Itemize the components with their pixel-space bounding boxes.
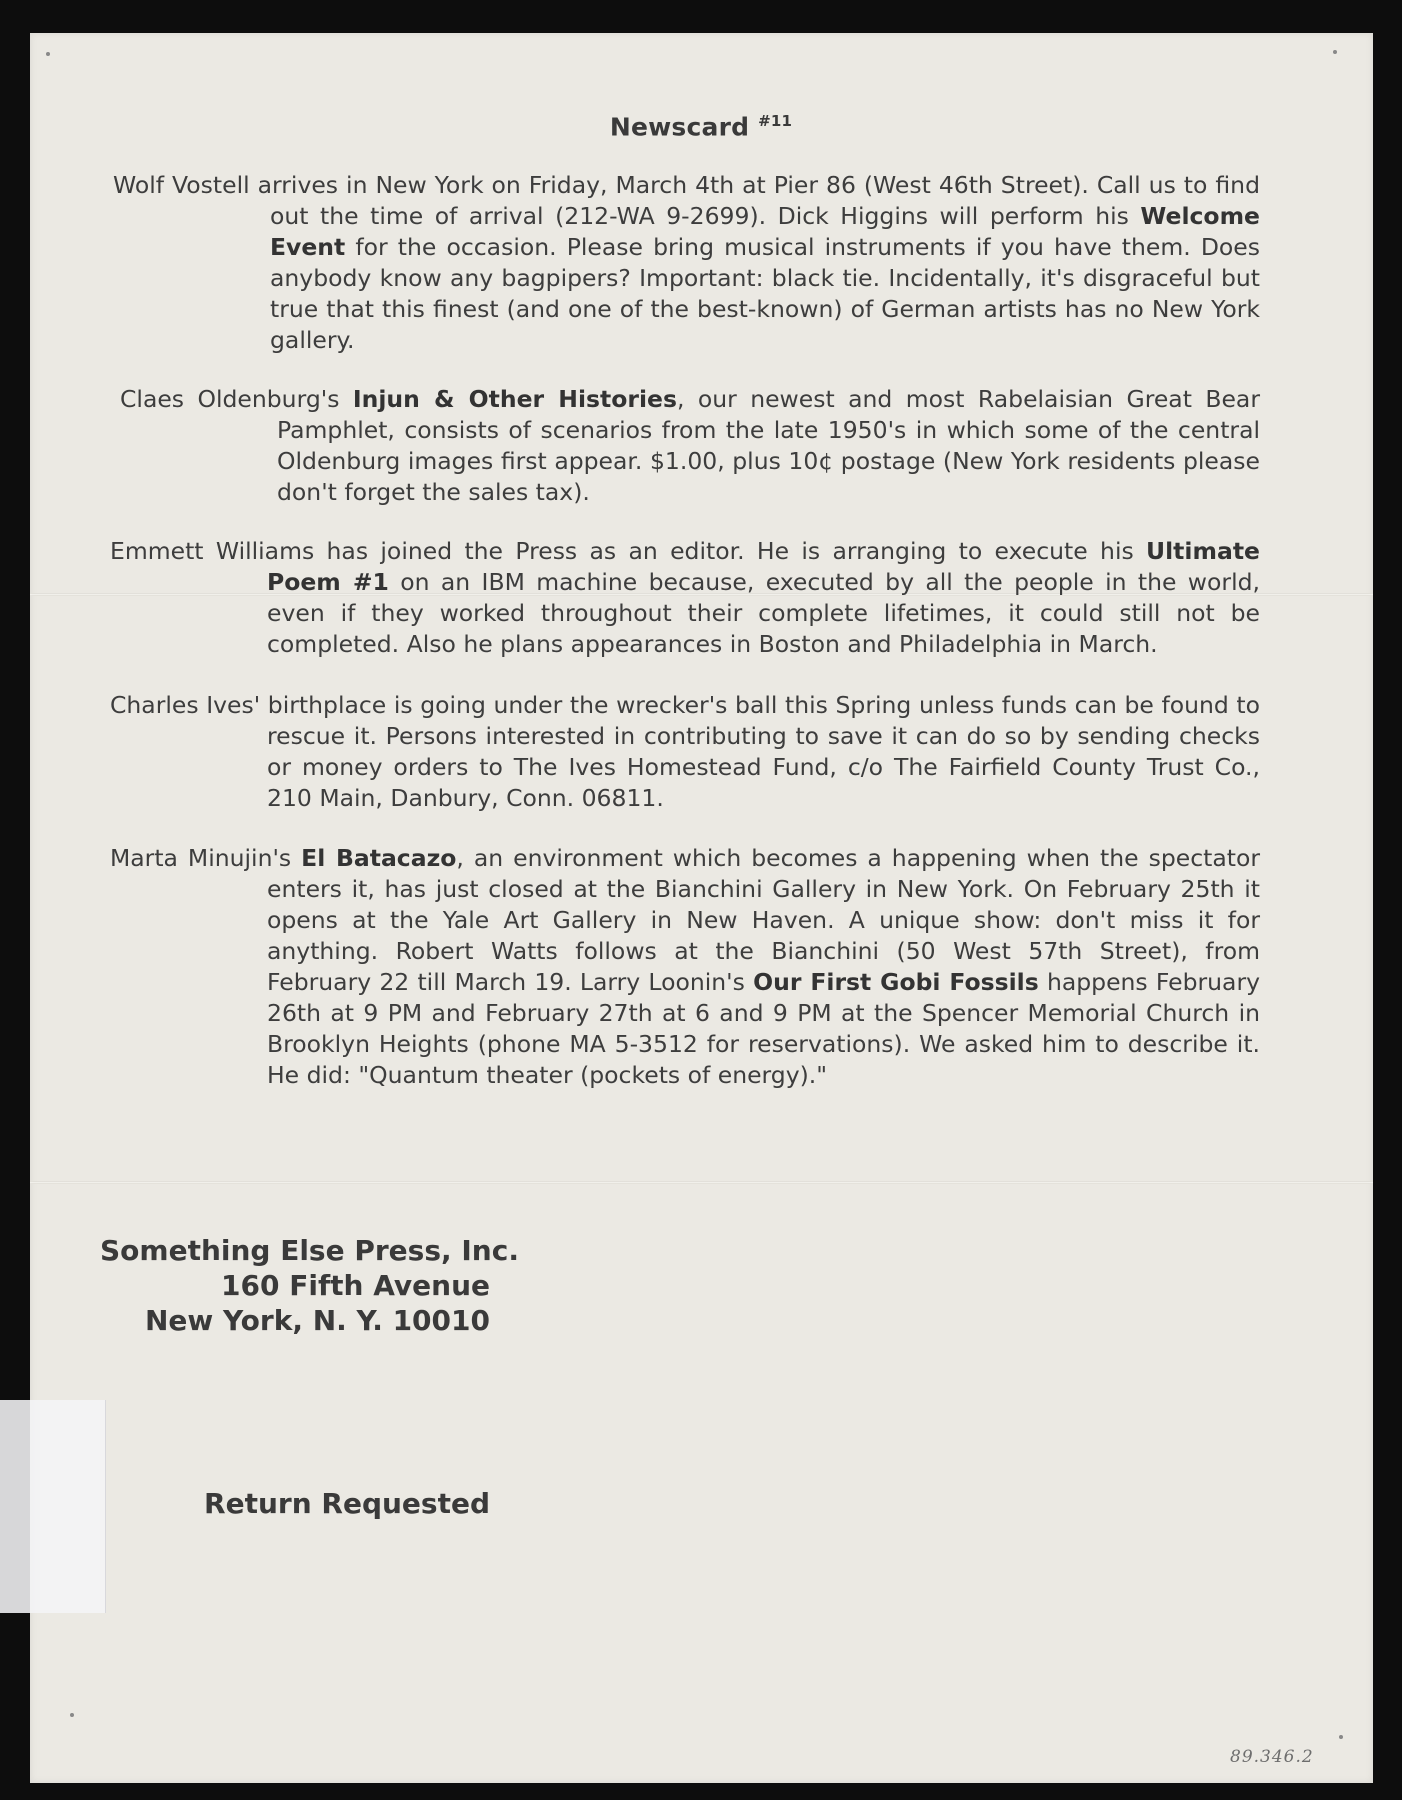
- return-requested: Return Requested: [204, 1487, 490, 1520]
- corner-mark: [70, 1713, 74, 1717]
- address-line-2: 160 Fifth Avenue: [221, 1269, 490, 1302]
- return-address: [100, 1233, 519, 1338]
- paragraph-ives: Charles Ives' birthplace is going under the wrecker's ball this Spring unless funds can be found to rescue it. Persons interested in contributing to save it can do so by sending checks or money orders to The Ives Homestead Fund, c/o The Fairfield County Trust Co., 210 Main, Danbury, Conn. 06811.: [110, 691, 1260, 812]
- paragraph-oldenburg: Claes Oldenburg's Injun & Other Histories, our newest and most Rabelaisian Great Bear Pamphlet, consists of scenarios from the late 1950's in which some of the central Oldenburg images first appear. $1.00, plus 10¢ postage (New York residents please don't forget the sales tax).: [120, 385, 1260, 506]
- corner-mark: [1333, 50, 1337, 54]
- archival-tape: [0, 1400, 106, 1613]
- page-title: Newscard $^{\#11}$: [609, 112, 793, 142]
- paper-fold-lower: [30, 1181, 1373, 1184]
- corner-mark: [46, 52, 50, 56]
- paragraph-minujin: Marta Minujin's El Batacazo, an environment which becomes a happening when the spectator enters it, has just closed at the Bianchini Gallery in New York. On February 25th it opens at the Yale Art Gallery in New Haven. A unique show: don't miss it for anything. Robert Watts follows at the Bianchini (50 West 57th Street), from February 22 till March 19. Larry Loonin's Our First Gobi Fossils happens February 26th at 9 PM and February 27th at 6 and 9 PM at the Spencer Memorial Church in Brooklyn Heights (phone MA 5-3512 for reservations). We asked him to describe it. He did: "Quantum theater (pockets of energy).": [110, 844, 1261, 1089]
- paragraph-vostell: Wolf Vostell arrives in New York on Friday, March 4th at Pier 86 (West 46th Street). Call us to find out the time of arrival (212-WA 9-2699). Dick Higgins will perform his Welcome Event for the occasion. Please bring musical instruments if you have them. Does anybody know any bagpipers? Important: black tie. Incidentally, it's disgraceful but true that this finest (and one of the best-known) of German artists has no New York gallery.: [113, 171, 1260, 354]
- paragraph-williams: Emmett Williams has joined the Press as an editor. He is arranging to execute his Ultimate Poem #1 on an IBM machine because, executed by all the people in the world, even if they worked throughout their complete lifetimes, it could still not be completed. Also he plans appearances in Boston and Philadelphia in March.: [110, 537, 1260, 658]
- address-line-1: Something Else Press, Inc.: [100, 1234, 519, 1267]
- accession-number: 89.346.2: [1230, 1747, 1314, 1767]
- corner-mark: [1339, 1735, 1343, 1739]
- address-line-3: New York, N. Y. 10010: [144, 1304, 490, 1337]
